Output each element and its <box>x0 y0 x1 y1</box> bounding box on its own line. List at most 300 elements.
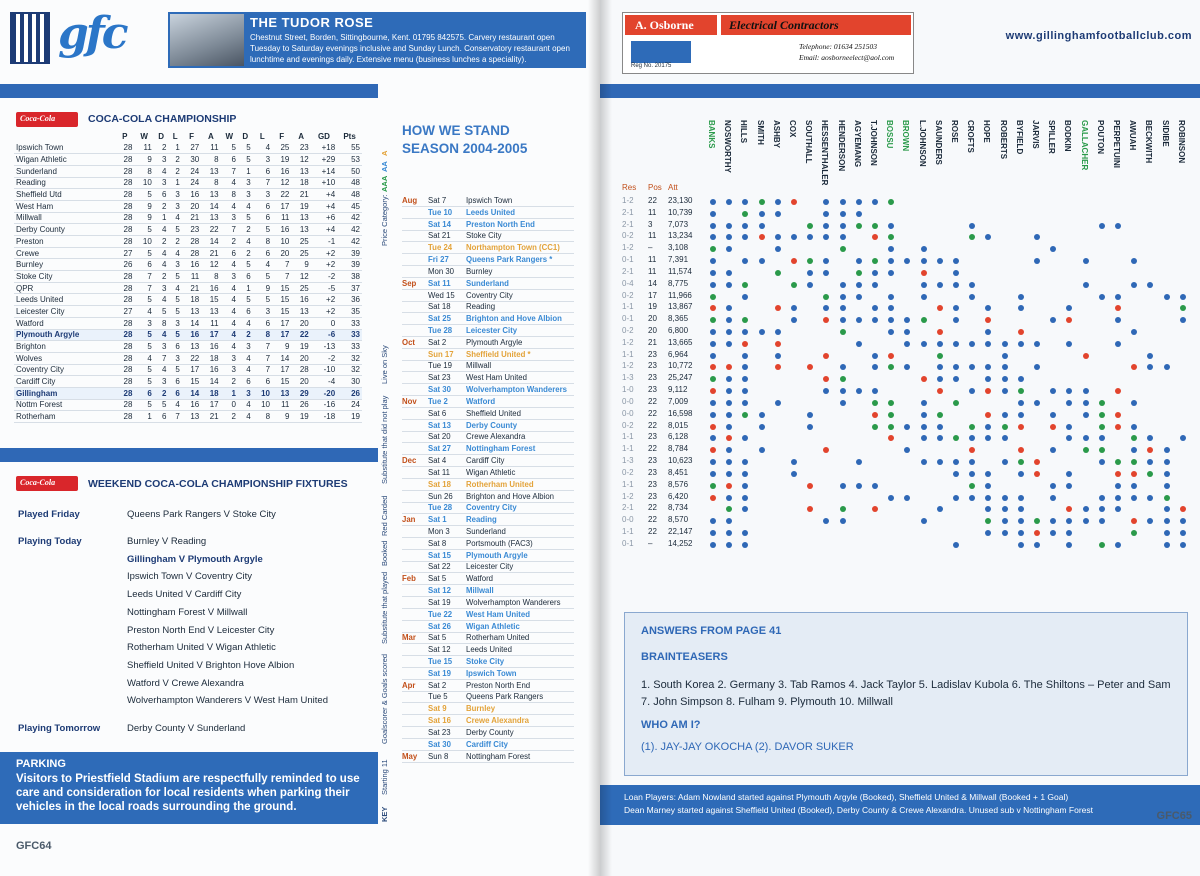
appearance-dot <box>1115 483 1121 489</box>
appearance-dot <box>726 506 732 512</box>
appearance-dot <box>1131 364 1137 370</box>
table-row <box>14 247 362 259</box>
stat-cell: 14 <box>272 352 291 364</box>
fixture-opponent: Coventry City <box>466 290 513 300</box>
appearance-dot <box>969 471 975 477</box>
stat-cell: 17 <box>272 364 291 376</box>
header-cell <box>14 130 115 142</box>
appearance-dot <box>1034 530 1040 536</box>
stat-cell: 4 <box>134 352 153 364</box>
stat-cell: 3 <box>253 189 272 201</box>
fixture-date: Sat 18 <box>428 479 451 489</box>
stat-cell: +2 <box>311 306 337 318</box>
fixture-row <box>402 468 582 479</box>
stat-cell: 8 <box>201 271 220 283</box>
league-position: 22 <box>648 420 657 430</box>
league-position: 22 <box>648 503 657 513</box>
fixture-date: Sat 18 <box>428 302 451 312</box>
appearance-dot <box>921 294 927 300</box>
fixture-opponent: Leeds United <box>466 207 515 217</box>
player-name: ROBERTS <box>998 120 1008 160</box>
team-name: Wolves <box>14 352 115 364</box>
stat-cell: -4 <box>311 376 337 388</box>
ad-company-title: Electrical Contractors <box>721 15 911 35</box>
fixture-row <box>402 385 582 396</box>
appearance-dot <box>823 258 829 264</box>
player-name: POUTON <box>1095 120 1105 155</box>
league-position: 22 <box>648 408 657 418</box>
stat-cell: 4 <box>154 247 169 259</box>
stat-cell: 27 <box>115 247 134 259</box>
fixture-opponent: Sheffield United * <box>466 349 531 359</box>
stat-cell: 28 <box>115 271 134 283</box>
stat-cell: 18 <box>182 294 201 306</box>
stat-cell: 3 <box>238 177 253 189</box>
attendance: 25,247 <box>668 373 693 383</box>
fixture-row <box>402 610 582 621</box>
appearance-dot <box>710 329 716 335</box>
title-line2: SEASON 2004-2005 <box>402 141 528 156</box>
result-score: 2-1 <box>622 219 634 229</box>
fixture-date: Tue 19 <box>428 361 452 371</box>
header-cell: A <box>298 131 304 141</box>
team-name: Gillingham <box>14 387 115 399</box>
fixture-date: Sat 26 <box>428 621 451 631</box>
stat-cell: 13 <box>182 341 201 353</box>
fixture-row <box>402 503 582 514</box>
stat-cell: 11 <box>272 212 291 224</box>
appearance-dot <box>775 329 781 335</box>
fixture-opponent: Wolverhampton Wanderers <box>466 597 561 607</box>
appearance-dot <box>1018 305 1024 311</box>
stat-cell: 8 <box>253 329 272 341</box>
stat-cell: 9 <box>272 411 291 423</box>
appearance-dot <box>888 294 894 300</box>
appearance-dot <box>1115 459 1121 465</box>
attendance: 22,147 <box>668 526 693 536</box>
stat-cell: 16 <box>201 282 220 294</box>
stat-cell: 7 <box>221 224 238 236</box>
result-score: 1-2 <box>622 196 634 205</box>
stat-cell: 24 <box>337 399 362 411</box>
fixture-date: Sat 6 <box>428 408 447 418</box>
fixture-date: Sat 8 <box>428 538 447 548</box>
appearance-dot <box>775 364 781 370</box>
appearance-dot <box>969 341 975 347</box>
fixture-row <box>402 716 582 727</box>
appearance-dot <box>807 483 813 489</box>
appearance-dot <box>856 459 862 465</box>
appearance-dot <box>937 258 943 264</box>
appearance-dot <box>921 317 927 323</box>
appearance-dot <box>888 246 894 252</box>
appearance-dot <box>921 246 927 252</box>
stat-cell: 2 <box>221 376 238 388</box>
stat-cell: 5 <box>134 376 153 388</box>
appearance-dot <box>985 388 991 394</box>
key-item: Booked <box>380 540 389 566</box>
fixture-item: Gillingham V Plymouth Argyle <box>127 553 263 565</box>
appearance-dot <box>807 424 813 430</box>
team-name: Brighton <box>14 341 115 353</box>
stat-cell: -1 <box>311 236 337 248</box>
appearance-dot <box>985 305 991 311</box>
stat-cell: 3 <box>154 341 169 353</box>
appearance-dot <box>710 341 716 347</box>
attendance: 11,574 <box>668 266 692 276</box>
stat-cell: 3 <box>154 376 169 388</box>
stat-cell: 23 <box>182 224 201 236</box>
appearance-dot <box>1002 353 1008 359</box>
header-cell: W <box>225 131 234 141</box>
appearance-dot <box>759 223 765 229</box>
stat-cell: 9 <box>134 154 153 166</box>
stat-cell: 4 <box>154 329 169 341</box>
appearance-dot <box>1018 542 1024 548</box>
stat-cell: 10 <box>253 387 272 399</box>
stat-cell: 28 <box>115 154 134 166</box>
appearance-dot <box>1002 341 1008 347</box>
stat-cell: 6 <box>154 411 169 423</box>
stat-cell: 4 <box>154 165 169 177</box>
fixture-row <box>402 361 582 372</box>
stat-cell: 5 <box>253 294 272 306</box>
appearance-dot <box>1099 294 1105 300</box>
stat-cell: 16 <box>182 399 201 411</box>
stat-cell: -18 <box>311 411 337 423</box>
appearance-dot <box>1115 305 1121 311</box>
stat-cell: 20 <box>182 200 201 212</box>
appearance-dot <box>888 329 894 335</box>
appearance-dot <box>1083 447 1089 453</box>
fixture-month: Jan <box>402 515 416 525</box>
fixture-opponent: Leeds United <box>466 645 512 655</box>
league-position: 23 <box>648 491 657 501</box>
appearance-dot <box>1131 282 1137 288</box>
stat-cell: 22 <box>291 329 310 341</box>
appearance-dot <box>1083 412 1089 418</box>
stat-cell: 13 <box>182 306 201 318</box>
appearance-dot <box>856 483 862 489</box>
table-row <box>14 282 362 294</box>
stat-cell: 3 <box>221 271 238 283</box>
appearance-dot <box>969 223 975 229</box>
team-name: QPR <box>14 282 115 294</box>
league-position: 11 <box>648 266 657 276</box>
appearance-dot <box>742 495 748 501</box>
player-name: ASHBY <box>771 120 781 149</box>
stat-cell: 2 <box>221 411 238 423</box>
appearance-dot <box>1066 305 1072 311</box>
appearance-dot <box>1034 364 1040 370</box>
league-position: 3 <box>648 219 653 229</box>
appearance-dot <box>904 329 910 335</box>
header-cell: L <box>259 131 265 141</box>
league-position: 19 <box>648 302 657 312</box>
appearance-dot <box>872 270 878 276</box>
attendance: 8,576 <box>668 479 689 489</box>
fixture-row <box>402 279 582 290</box>
ad-title: THE TUDOR ROSE <box>250 15 374 30</box>
fixture-row <box>402 586 582 597</box>
stat-cell: 4 <box>238 236 253 248</box>
appearance-dot <box>872 424 878 430</box>
appearance-dot <box>985 530 991 536</box>
how-we-stand-title <box>402 122 527 158</box>
key-item: Substitute that played <box>380 571 389 644</box>
appearance-dot <box>1115 424 1121 430</box>
appearance-dot <box>710 317 716 323</box>
appearance-dot <box>1099 447 1105 453</box>
appearance-dot <box>1099 506 1105 512</box>
appearance-dot <box>1147 518 1153 524</box>
appearance-dot <box>840 223 846 229</box>
stat-cell: 5 <box>134 341 153 353</box>
appearance-dot <box>937 282 943 288</box>
appearance-dot <box>1131 329 1137 335</box>
appearance-dot <box>710 447 716 453</box>
fixture-opponent: Watford <box>466 574 494 584</box>
appearance-dot <box>904 495 910 501</box>
stat-cell: 4 <box>134 306 153 318</box>
fixture-opponent: West Ham United <box>466 609 530 619</box>
appearance-dot <box>921 270 927 276</box>
appearance-dot <box>1018 495 1024 501</box>
appearance-dot <box>807 258 813 264</box>
appearance-dot <box>742 459 748 465</box>
stat-cell: +2 <box>311 259 337 271</box>
stat-cell: 4 <box>238 200 253 212</box>
appearance-dot <box>921 258 927 264</box>
player-name: SIDIBE <box>1160 120 1170 147</box>
parking-notice <box>0 752 378 824</box>
result-score: 2-1 <box>622 503 634 513</box>
club-url[interactable]: www.gillinghamfootballclub.com <box>1005 30 1192 42</box>
appearance-dot <box>1066 483 1072 489</box>
appearance-dot <box>953 282 959 288</box>
stat-cell: 8 <box>134 165 153 177</box>
stat-cell: 3 <box>169 352 182 364</box>
appearance-dot <box>1002 518 1008 524</box>
stat-cell: +14 <box>311 165 337 177</box>
appearance-dot <box>726 542 732 548</box>
appearance-dot <box>726 223 732 229</box>
stat-cell: 10 <box>253 399 272 411</box>
appearance-dot <box>872 412 878 418</box>
stat-cell: 21 <box>182 212 201 224</box>
player-name: GALLACHER <box>1079 120 1089 171</box>
appearance-dot <box>1164 542 1170 548</box>
appearance-dot <box>856 317 862 323</box>
stat-cell: 28 <box>115 376 134 388</box>
stat-cell: 10 <box>134 236 153 248</box>
table-row <box>14 399 362 411</box>
appearance-dot <box>888 258 894 264</box>
stat-cell: 7 <box>253 341 272 353</box>
table-row <box>14 306 362 318</box>
team-name: Leicester City <box>14 306 115 318</box>
stat-cell: 25 <box>291 282 310 294</box>
stat-cell: 27 <box>115 306 134 318</box>
fixture-item: Nottingham Forest V Millwall <box>127 606 248 618</box>
table-row <box>14 352 362 364</box>
brainteasers-answers: 1. South Korea 2. Germany 3. Tab Ramos 4. Jack Taylor 5. Ladislav Kubola 6. The Shiltons – Peter and Sam 7. John Simpson 8. Fulham 9. Plymouth 10. Millwall <box>641 679 1171 708</box>
appearance-dot <box>759 412 765 418</box>
stat-cell: 32 <box>337 364 362 376</box>
fixture-date: Sat 12 <box>428 586 451 596</box>
appearance-dot <box>953 459 959 465</box>
stat-cell: 15 <box>182 376 201 388</box>
fixture-opponent: Sunderland <box>466 526 506 536</box>
key-item: Red Carded <box>380 495 389 536</box>
stat-cell: 5 <box>253 271 272 283</box>
appearance-dot <box>872 258 878 264</box>
fixture-month: Mar <box>402 633 416 643</box>
fixture-date: Sun 26 <box>428 491 453 501</box>
appearance-dot <box>840 199 846 205</box>
stat-cell: 16 <box>291 294 310 306</box>
fixture-row <box>402 574 582 585</box>
brainteasers-label: BRAINTEASERS <box>641 651 728 663</box>
appearance-dot <box>791 459 797 465</box>
fixture-date: Sat 5 <box>428 633 447 643</box>
fixture-opponent: Ipswich Town <box>466 196 513 205</box>
result-score: 0-1 <box>622 538 634 548</box>
stat-cell: 1 <box>154 212 169 224</box>
stat-cell: 4 <box>154 224 169 236</box>
appearance-dot <box>710 471 716 477</box>
stat-cell: 7 <box>253 364 272 376</box>
appearance-dot <box>1002 530 1008 536</box>
stat-cell: 39 <box>337 259 362 271</box>
stat-cell: 16 <box>201 364 220 376</box>
stat-cell: 25 <box>272 142 291 154</box>
stat-cell: 1 <box>238 282 253 294</box>
appearance-dot <box>823 270 829 276</box>
player-name: AWUAH <box>1128 120 1138 151</box>
appearance-dot <box>1018 530 1024 536</box>
appearance-dot <box>726 329 732 335</box>
fixture-date: Sat 21 <box>428 231 451 241</box>
blue-band <box>600 84 1200 98</box>
stat-cell: +4 <box>311 189 337 201</box>
stat-cell: 5 <box>134 294 153 306</box>
appearance-dot <box>840 317 846 323</box>
fixture-row <box>402 255 582 266</box>
result-score: 1-2 <box>622 361 634 371</box>
table-row <box>14 294 362 306</box>
stat-cell: 27 <box>182 142 201 154</box>
attendance: 6,800 <box>668 326 689 336</box>
table-row <box>14 341 362 353</box>
stat-cell: 5 <box>253 224 272 236</box>
player-name: BOSSU <box>885 120 895 149</box>
att-header: Att <box>668 183 678 192</box>
stat-cell: +2 <box>311 247 337 259</box>
appearance-dot <box>1115 317 1121 323</box>
header-cell: GD <box>317 131 330 141</box>
appearance-dot <box>840 483 846 489</box>
appearance-dot <box>1164 364 1170 370</box>
league-position: 17 <box>648 290 657 300</box>
appearance-dot <box>969 294 975 300</box>
stat-cell: 4 <box>221 306 238 318</box>
appearance-dot <box>921 412 927 418</box>
appearance-dot <box>888 353 894 359</box>
attendance: 8,365 <box>668 314 689 324</box>
fixture-month: Oct <box>402 337 415 347</box>
appearance-dot <box>1083 353 1089 359</box>
stat-cell: 7 <box>253 177 272 189</box>
appearance-dot <box>742 542 748 548</box>
fixture-month: Dec <box>402 456 417 466</box>
appearance-dot <box>985 329 991 335</box>
fixture-opponent: Plymouth Argyle <box>466 550 528 560</box>
stat-cell: 2 <box>154 200 169 212</box>
stat-cell: 6 <box>154 189 169 201</box>
result-score: 0-2 <box>622 420 634 430</box>
appearance-dot <box>742 223 748 229</box>
result-score: 1-1 <box>622 479 634 489</box>
stat-cell: -5 <box>311 282 337 294</box>
fixture-row <box>402 551 582 562</box>
stat-cell: 13 <box>201 212 220 224</box>
stat-cell: 6 <box>253 165 272 177</box>
appearance-dot <box>1002 424 1008 430</box>
appearance-dot <box>1115 506 1121 512</box>
appearance-dot <box>710 495 716 501</box>
result-score: 1-1 <box>622 302 634 312</box>
appearance-dot <box>856 341 862 347</box>
appearance-dot <box>969 459 975 465</box>
result-score: 0-0 <box>622 408 634 418</box>
fixture-opponent: Plymouth Argyle <box>466 337 523 347</box>
league-position: 23 <box>648 456 657 466</box>
fixture-opponent: Queens Park Rangers * <box>466 255 553 265</box>
appearance-dot <box>791 234 797 240</box>
appearance-dot <box>823 317 829 323</box>
fixture-date: Sat 23 <box>428 727 451 737</box>
result-score: 0-2 <box>622 290 634 300</box>
tudor-rose-ad[interactable] <box>168 12 586 68</box>
stat-cell: 12 <box>291 154 310 166</box>
stat-cell: 6 <box>221 247 238 259</box>
osborne-ad[interactable] <box>622 12 914 74</box>
appearance-dot <box>937 305 943 311</box>
stat-cell: 28 <box>115 236 134 248</box>
stat-cell: 21 <box>291 189 310 201</box>
appearance-dot <box>1099 435 1105 441</box>
appearance-dot <box>775 270 781 276</box>
appearance-dot <box>791 199 797 205</box>
stat-cell: 15 <box>272 282 291 294</box>
fixture-opponent: Stoke City <box>466 656 505 666</box>
appearance-dot <box>726 530 732 536</box>
appearance-dot <box>791 305 797 311</box>
stat-cell: 28 <box>115 200 134 212</box>
team-name: Ipswich Town <box>14 142 115 154</box>
appearance-dot <box>985 341 991 347</box>
stat-cell: 5 <box>238 259 253 271</box>
appearance-dot <box>904 341 910 347</box>
appearance-dot <box>937 388 943 394</box>
stat-cell: 19 <box>291 411 310 423</box>
fixture-date: Sat 30 <box>428 385 451 395</box>
stat-cell: 5 <box>134 399 153 411</box>
appearance-dot <box>840 246 846 252</box>
team-name: Rotherham <box>14 411 115 423</box>
fixture-opponent: Burnley <box>466 704 496 714</box>
